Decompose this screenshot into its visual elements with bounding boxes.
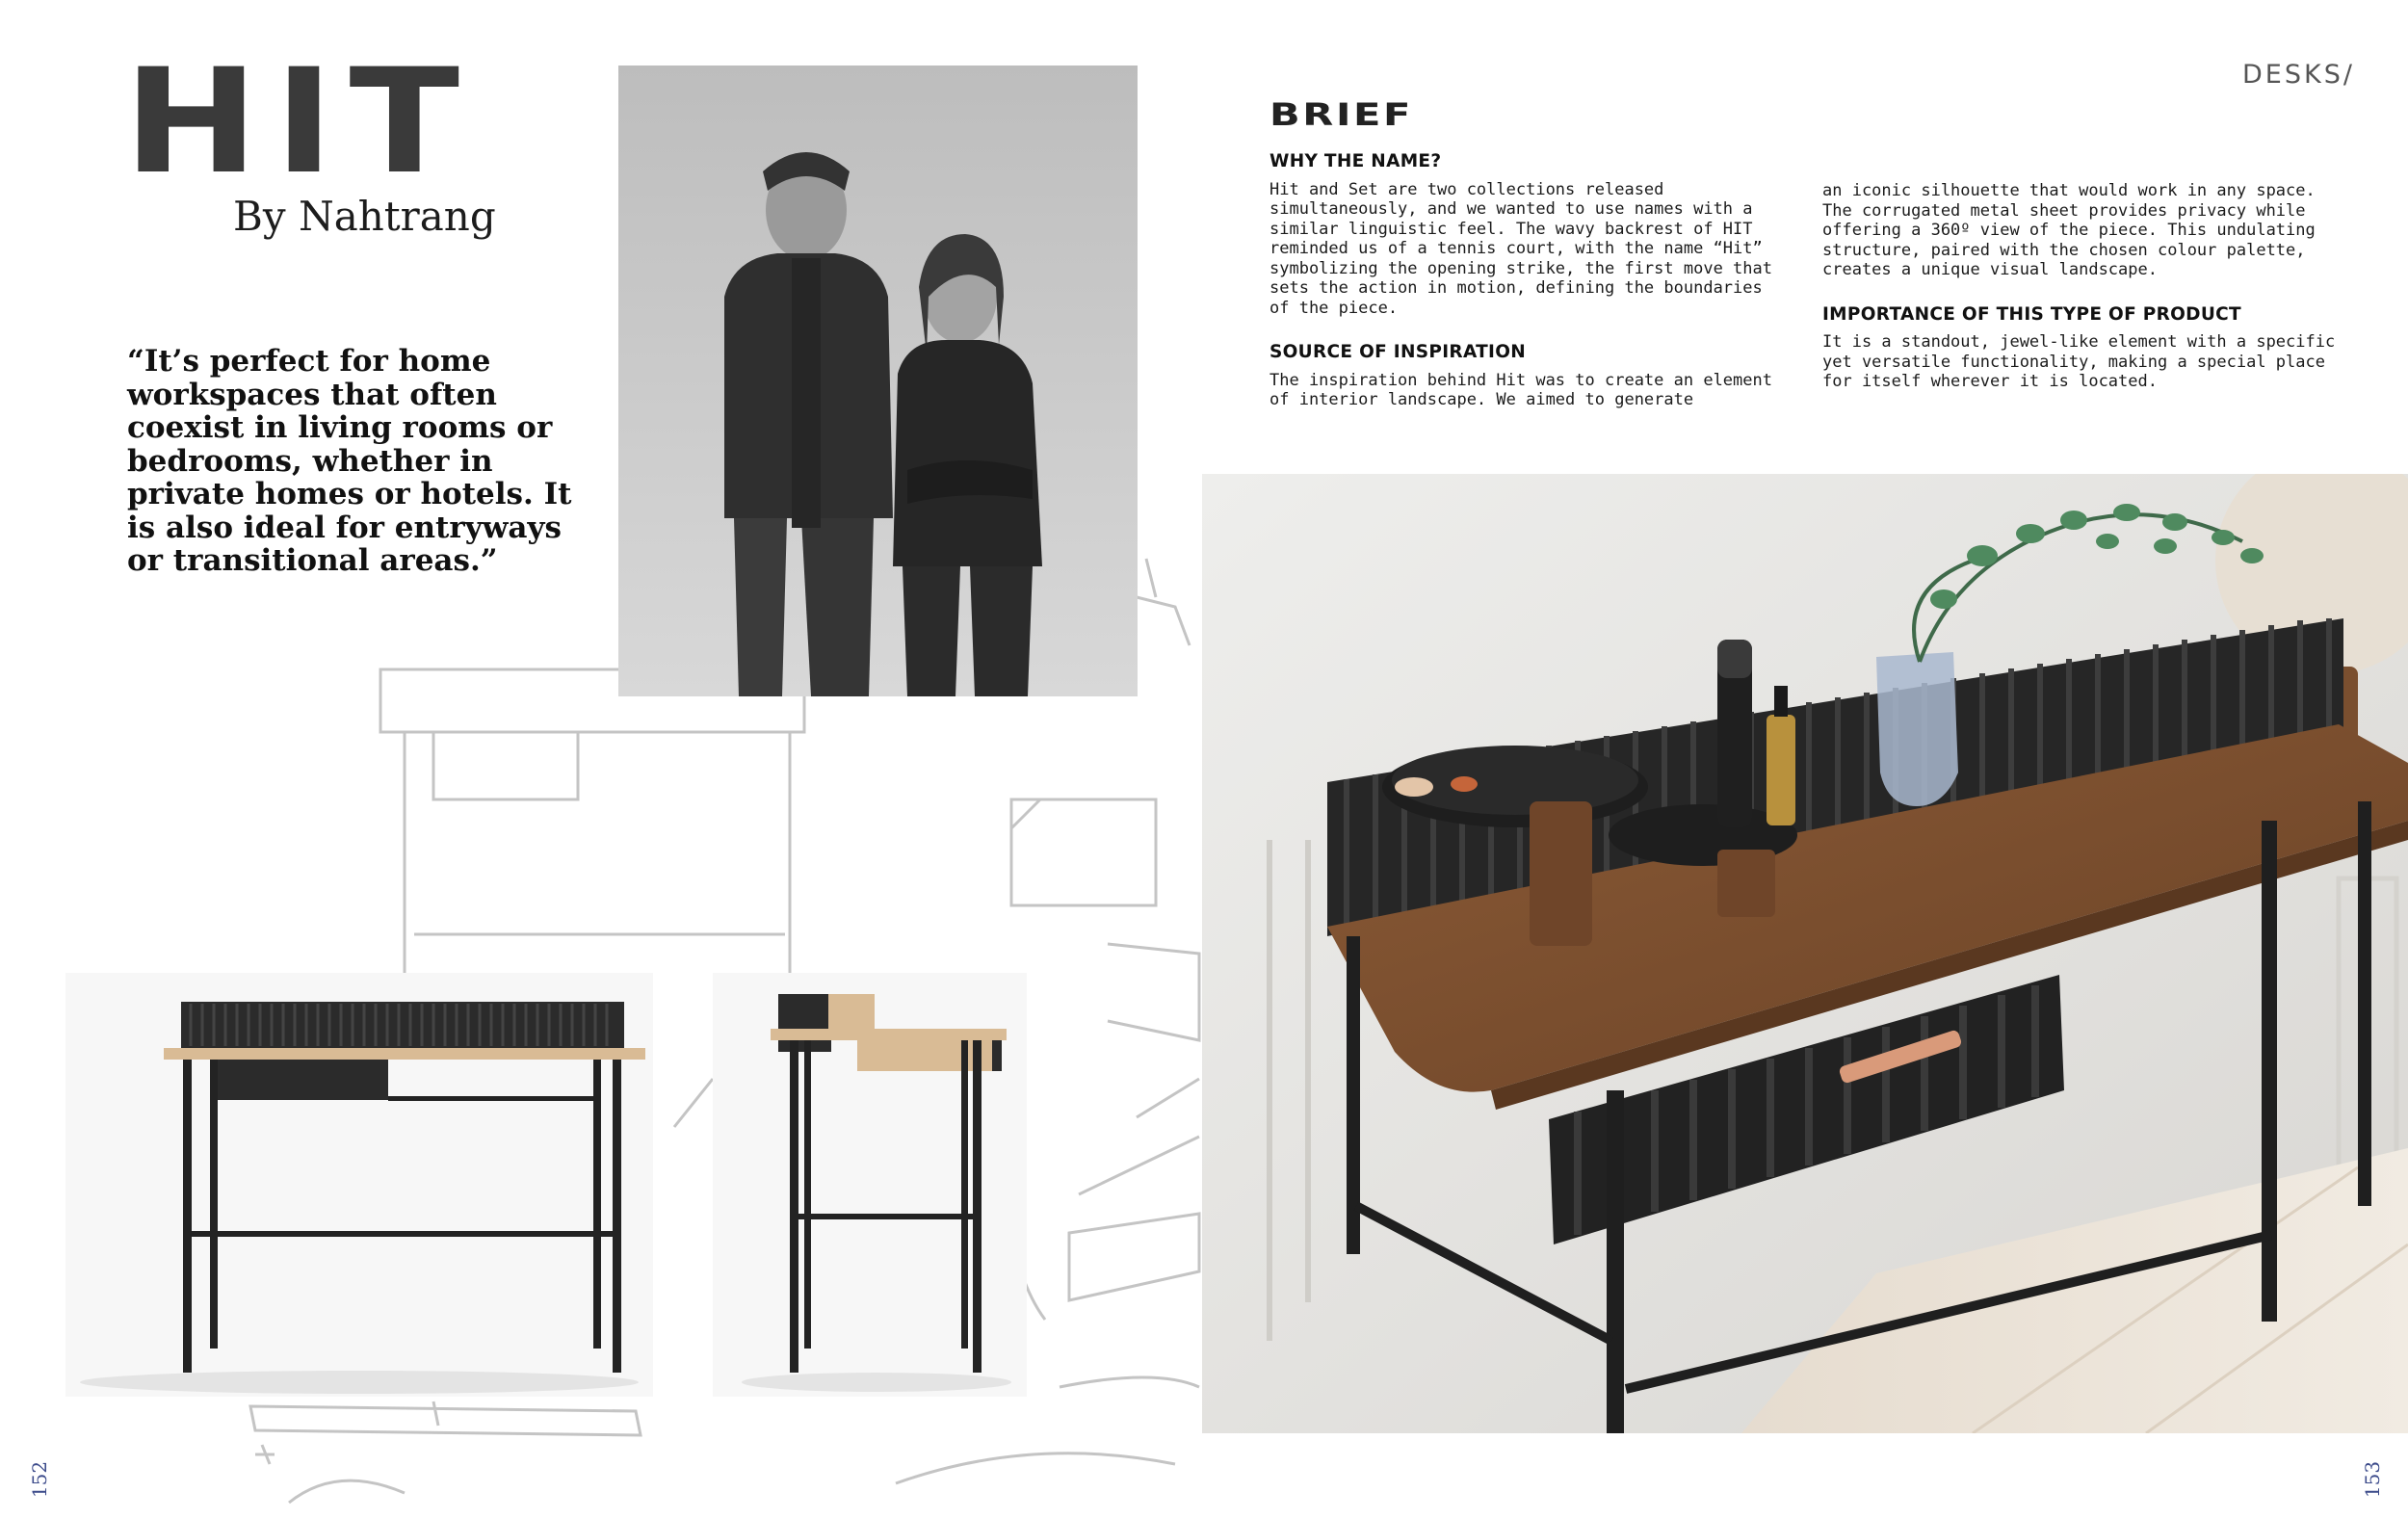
lifestyle-photo-illustration <box>1202 474 2408 1433</box>
portrait-illustration <box>618 65 1138 696</box>
desk-lifestyle-photo <box>1202 474 2408 1433</box>
source-of-inspiration-text-start: The inspiration behind Hit was to create an element of interior landscape. We aimed to generate <box>1269 370 1772 409</box>
brief-column-left <box>1269 152 1780 435</box>
source-of-inspiration-heading: SOURCE OF INSPIRATION <box>1269 342 1527 362</box>
pull-quote: “It’s perfect for home workspaces that often coexist in living rooms or bedrooms, whether in private homes or hotels. It is also ideal for entryways or transitional areas.” <box>127 344 572 578</box>
importance-heading: IMPORTANCE OF THIS TYPE OF PRODUCT <box>1822 303 2241 325</box>
source-of-inspiration-text-continued: an iconic silhouette that would work in any space. The corrugated metal sheet provides privacy while offering a 360º view of the piece. This undulating structure, paired with the chosen colour palette, creates a unique visual landscape. <box>1822 181 2316 279</box>
why-the-name-heading: WHY THE NAME? <box>1269 151 1442 171</box>
brief-column-right <box>1822 181 2354 417</box>
desk-side-view-render <box>713 973 1027 1397</box>
designer-byline: By Nahtrang <box>233 193 496 240</box>
product-title: HIT <box>123 39 475 206</box>
section-label: DESKS/ <box>2242 60 2355 90</box>
page-number-right: 153 <box>2361 1460 2385 1499</box>
desk-front-view-render <box>65 973 653 1397</box>
page-number-left: 152 <box>28 1460 52 1499</box>
why-the-name-text: Hit and Set are two collections released simultaneously, and we wanted to use names with a similar linguistic feel. The wavy backrest of HIT reminded us of a tennis court, with the name “Hit” symbolizing the opening strike, the first move that sets the action in motion, defining the boundaries of the piece. <box>1269 179 1772 318</box>
brief-heading: BRIEF <box>1269 96 1414 133</box>
importance-text: It is a standout, jewel-like element with a specific yet versatile functionality, making a special place for itself wherever it is located. <box>1822 332 2336 391</box>
designers-portrait-photo <box>618 65 1138 696</box>
